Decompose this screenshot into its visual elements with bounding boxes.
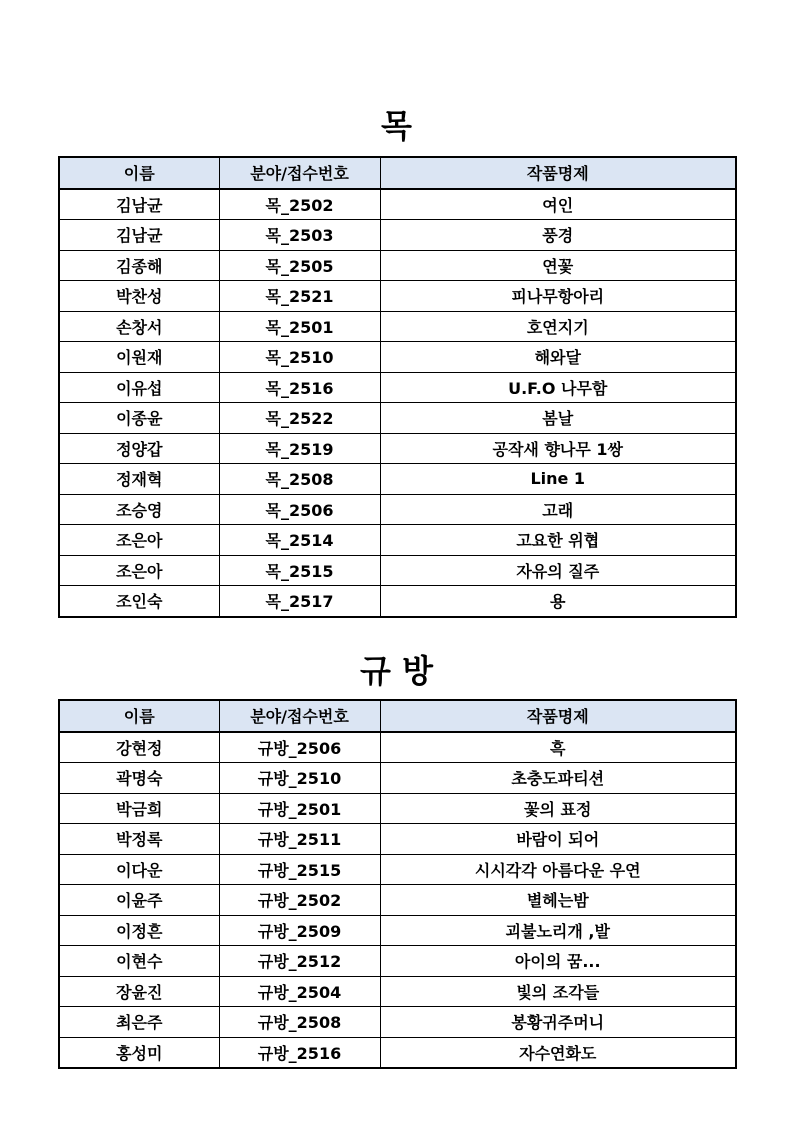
cell-work-title: 빛의 조각들	[380, 976, 736, 1007]
table-row	[59, 732, 736, 763]
cell-work-title: 자유의 질주	[380, 555, 736, 586]
cell-work-title: 괴불노리개 ,발	[380, 915, 736, 946]
cell-work-title: U.F.O 나무함	[380, 372, 736, 403]
cell-work-title: 해와달	[380, 342, 736, 373]
wood-entries-table	[58, 156, 737, 618]
table-row	[59, 824, 736, 855]
table-row	[59, 555, 736, 586]
cell-work-title: 호연지기	[380, 311, 736, 342]
cell-work-title: 봉황귀주머니	[380, 1007, 736, 1038]
cell-name: 박금희	[59, 793, 219, 824]
table-row	[59, 854, 736, 885]
cell-work-title: 피나무항아리	[380, 281, 736, 312]
cell-work-title: 아이의 꿈...	[380, 946, 736, 977]
cell-work-title: 용	[380, 586, 736, 617]
table-row	[59, 915, 736, 946]
table-row	[59, 372, 736, 403]
cell-work-title: 연꽃	[380, 250, 736, 281]
cell-name: 조인숙	[59, 586, 219, 617]
section-title-kyubang: 규 방	[360, 652, 433, 690]
cell-name: 조은아	[59, 525, 219, 556]
kyubang-entries-table	[58, 699, 737, 1069]
cell-entry-number: 목_2510	[219, 342, 380, 373]
table-row	[59, 976, 736, 1007]
header-name: 이름	[59, 157, 219, 189]
cell-work-title: 고래	[380, 494, 736, 525]
cell-name: 이윤주	[59, 885, 219, 916]
cell-entry-number: 목_2508	[219, 464, 380, 495]
table-row	[59, 311, 736, 342]
cell-work-title: 자수연화도	[380, 1037, 736, 1068]
cell-entry-number: 규방_2512	[219, 946, 380, 977]
cell-name: 이유섭	[59, 372, 219, 403]
table-row	[59, 464, 736, 495]
cell-work-title: Line 1	[380, 464, 736, 495]
cell-entry-number: 목_2503	[219, 220, 380, 251]
cell-entry-number: 규방_2506	[219, 732, 380, 763]
table-row	[59, 494, 736, 525]
table-row	[59, 250, 736, 281]
cell-entry-number: 목_2505	[219, 250, 380, 281]
cell-entry-number: 규방_2502	[219, 885, 380, 916]
cell-work-title: 공작새 향나무 1쌍	[380, 433, 736, 464]
cell-name: 이정흔	[59, 915, 219, 946]
cell-entry-number: 목_2506	[219, 494, 380, 525]
cell-work-title: 꽃의 표정	[380, 793, 736, 824]
cell-entry-number: 규방_2511	[219, 824, 380, 855]
section-title-wood: 목	[381, 107, 412, 145]
cell-work-title: 풍경	[380, 220, 736, 251]
cell-entry-number: 규방_2515	[219, 854, 380, 885]
table-header-row	[59, 157, 736, 189]
cell-work-title: 고요한 위협	[380, 525, 736, 556]
cell-work-title: 바람이 되어	[380, 824, 736, 855]
cell-work-title: 초충도파티션	[380, 763, 736, 794]
cell-entry-number: 규방_2501	[219, 793, 380, 824]
cell-name: 이다운	[59, 854, 219, 885]
cell-name: 김남균	[59, 189, 219, 220]
cell-name: 정양갑	[59, 433, 219, 464]
table-row	[59, 342, 736, 373]
cell-entry-number: 목_2522	[219, 403, 380, 434]
cell-name: 박찬성	[59, 281, 219, 312]
cell-name: 조은아	[59, 555, 219, 586]
cell-entry-number: 목_2517	[219, 586, 380, 617]
table-row	[59, 885, 736, 916]
table-row	[59, 403, 736, 434]
cell-entry-number: 목_2521	[219, 281, 380, 312]
cell-entry-number: 목_2502	[219, 189, 380, 220]
header-work-title: 작품명제	[380, 700, 736, 732]
table-row	[59, 1007, 736, 1038]
cell-entry-number: 목_2515	[219, 555, 380, 586]
cell-name: 김종해	[59, 250, 219, 281]
cell-name: 홍성미	[59, 1037, 219, 1068]
cell-work-title: 여인	[380, 189, 736, 220]
cell-name: 정재혁	[59, 464, 219, 495]
table-row	[59, 793, 736, 824]
cell-entry-number: 규방_2509	[219, 915, 380, 946]
cell-name: 이원재	[59, 342, 219, 373]
cell-entry-number: 목_2514	[219, 525, 380, 556]
cell-name: 조승영	[59, 494, 219, 525]
cell-work-title: 봄날	[380, 403, 736, 434]
cell-name: 최은주	[59, 1007, 219, 1038]
cell-name: 손창서	[59, 311, 219, 342]
cell-entry-number: 목_2519	[219, 433, 380, 464]
cell-name: 박정록	[59, 824, 219, 855]
cell-name: 강현정	[59, 732, 219, 763]
cell-entry-number: 규방_2508	[219, 1007, 380, 1038]
table-header-row	[59, 700, 736, 732]
cell-entry-number: 규방_2510	[219, 763, 380, 794]
cell-entry-number: 목_2501	[219, 311, 380, 342]
header-work-title: 작품명제	[380, 157, 736, 189]
cell-entry-number: 규방_2516	[219, 1037, 380, 1068]
table-row	[59, 189, 736, 220]
cell-work-title: 흑	[380, 732, 736, 763]
header-category-number: 분야/접수번호	[219, 700, 380, 732]
header-name: 이름	[59, 700, 219, 732]
table-row	[59, 220, 736, 251]
cell-name: 김남균	[59, 220, 219, 251]
cell-entry-number: 목_2516	[219, 372, 380, 403]
cell-name: 이종윤	[59, 403, 219, 434]
table-row	[59, 281, 736, 312]
table-row	[59, 1037, 736, 1068]
header-category-number: 분야/접수번호	[219, 157, 380, 189]
cell-name: 곽명숙	[59, 763, 219, 794]
cell-work-title: 시시각각 아름다운 우연	[380, 854, 736, 885]
cell-name: 장윤진	[59, 976, 219, 1007]
table-row	[59, 525, 736, 556]
cell-work-title: 별헤는밤	[380, 885, 736, 916]
table-row	[59, 586, 736, 617]
table-row	[59, 763, 736, 794]
table-row	[59, 433, 736, 464]
table-row	[59, 946, 736, 977]
cell-name: 이현수	[59, 946, 219, 977]
cell-entry-number: 규방_2504	[219, 976, 380, 1007]
